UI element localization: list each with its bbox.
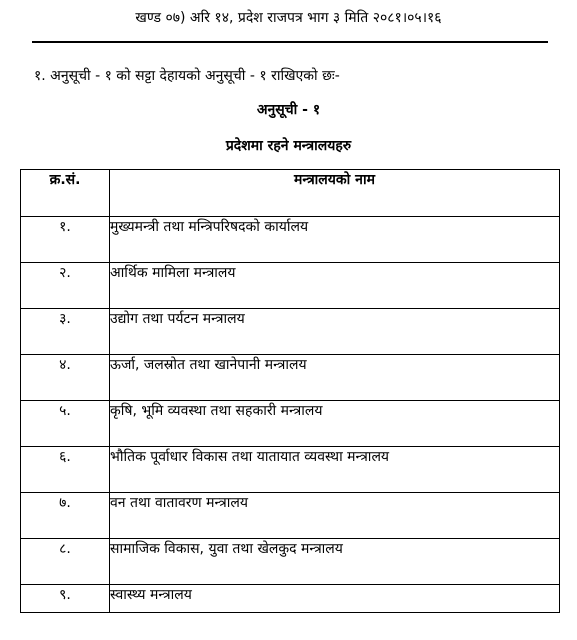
table-header-row: [21, 170, 560, 217]
row-ministry-name: उद्योग तथा पर्यटन मन्त्रालय: [110, 309, 560, 355]
row-serial-number: ८.: [21, 539, 110, 585]
row-ministry-name: स्वास्थ्य मन्त्रालय: [110, 585, 560, 613]
row-ministry-name: भौतिक पूर्वाधार विकास तथा यातायात व्यवस्था मन्त्रालय: [110, 447, 560, 493]
ministry-name-header: मन्त्रालयको नाम: [110, 170, 560, 217]
row-serial-number: ६.: [21, 447, 110, 493]
row-serial-number: ४.: [21, 355, 110, 401]
row-ministry-name: मुख्यमन्त्री तथा मन्त्रिपरिषदको कार्यालय: [110, 217, 560, 263]
table-row: [21, 355, 560, 401]
gazette-header: खण्ड ०७) अरि १४, प्रदेश राजपत्र भाग ३ मिति २०८१।०५।१६: [135, 10, 442, 26]
amendment-clause: १. अनुसूची - १ को सट्टा देहायको अनुसूची - १ राखिएको छः-: [34, 68, 340, 84]
header-divider: [32, 41, 548, 43]
row-ministry-name: ऊर्जा, जलस्रोत तथा खानेपानी मन्त्रालय: [110, 355, 560, 401]
table-row: [21, 309, 560, 355]
table-row: [21, 447, 560, 493]
table-row: [21, 217, 560, 263]
row-serial-number: १.: [21, 217, 110, 263]
row-serial-number: ९.: [21, 585, 110, 613]
row-serial-number: ३.: [21, 309, 110, 355]
row-ministry-name: सामाजिक विकास, युवा तथा खेलकुद मन्त्रालय: [110, 539, 560, 585]
table-row: [21, 401, 560, 447]
table-row: [21, 539, 560, 585]
row-ministry-name: वन तथा वातावरण मन्त्रालय: [110, 493, 560, 539]
table-row: [21, 263, 560, 309]
schedule-title: अनुसूची - १: [256, 102, 321, 118]
row-ministry-name: आर्थिक मामिला मन्त्रालय: [110, 263, 560, 309]
serial-number-header: क्र.सं.: [21, 170, 110, 217]
table-row: [21, 493, 560, 539]
ministries-table: [20, 169, 560, 613]
row-ministry-name: कृषि, भूमि व्यवस्था तथा सहकारी मन्त्रालय: [110, 401, 560, 447]
row-serial-number: ५.: [21, 401, 110, 447]
row-serial-number: ७.: [21, 493, 110, 539]
table-row: [21, 585, 560, 613]
row-serial-number: २.: [21, 263, 110, 309]
schedule-subtitle: प्रदेशमा रहने मन्त्रालयहरु: [225, 138, 352, 154]
